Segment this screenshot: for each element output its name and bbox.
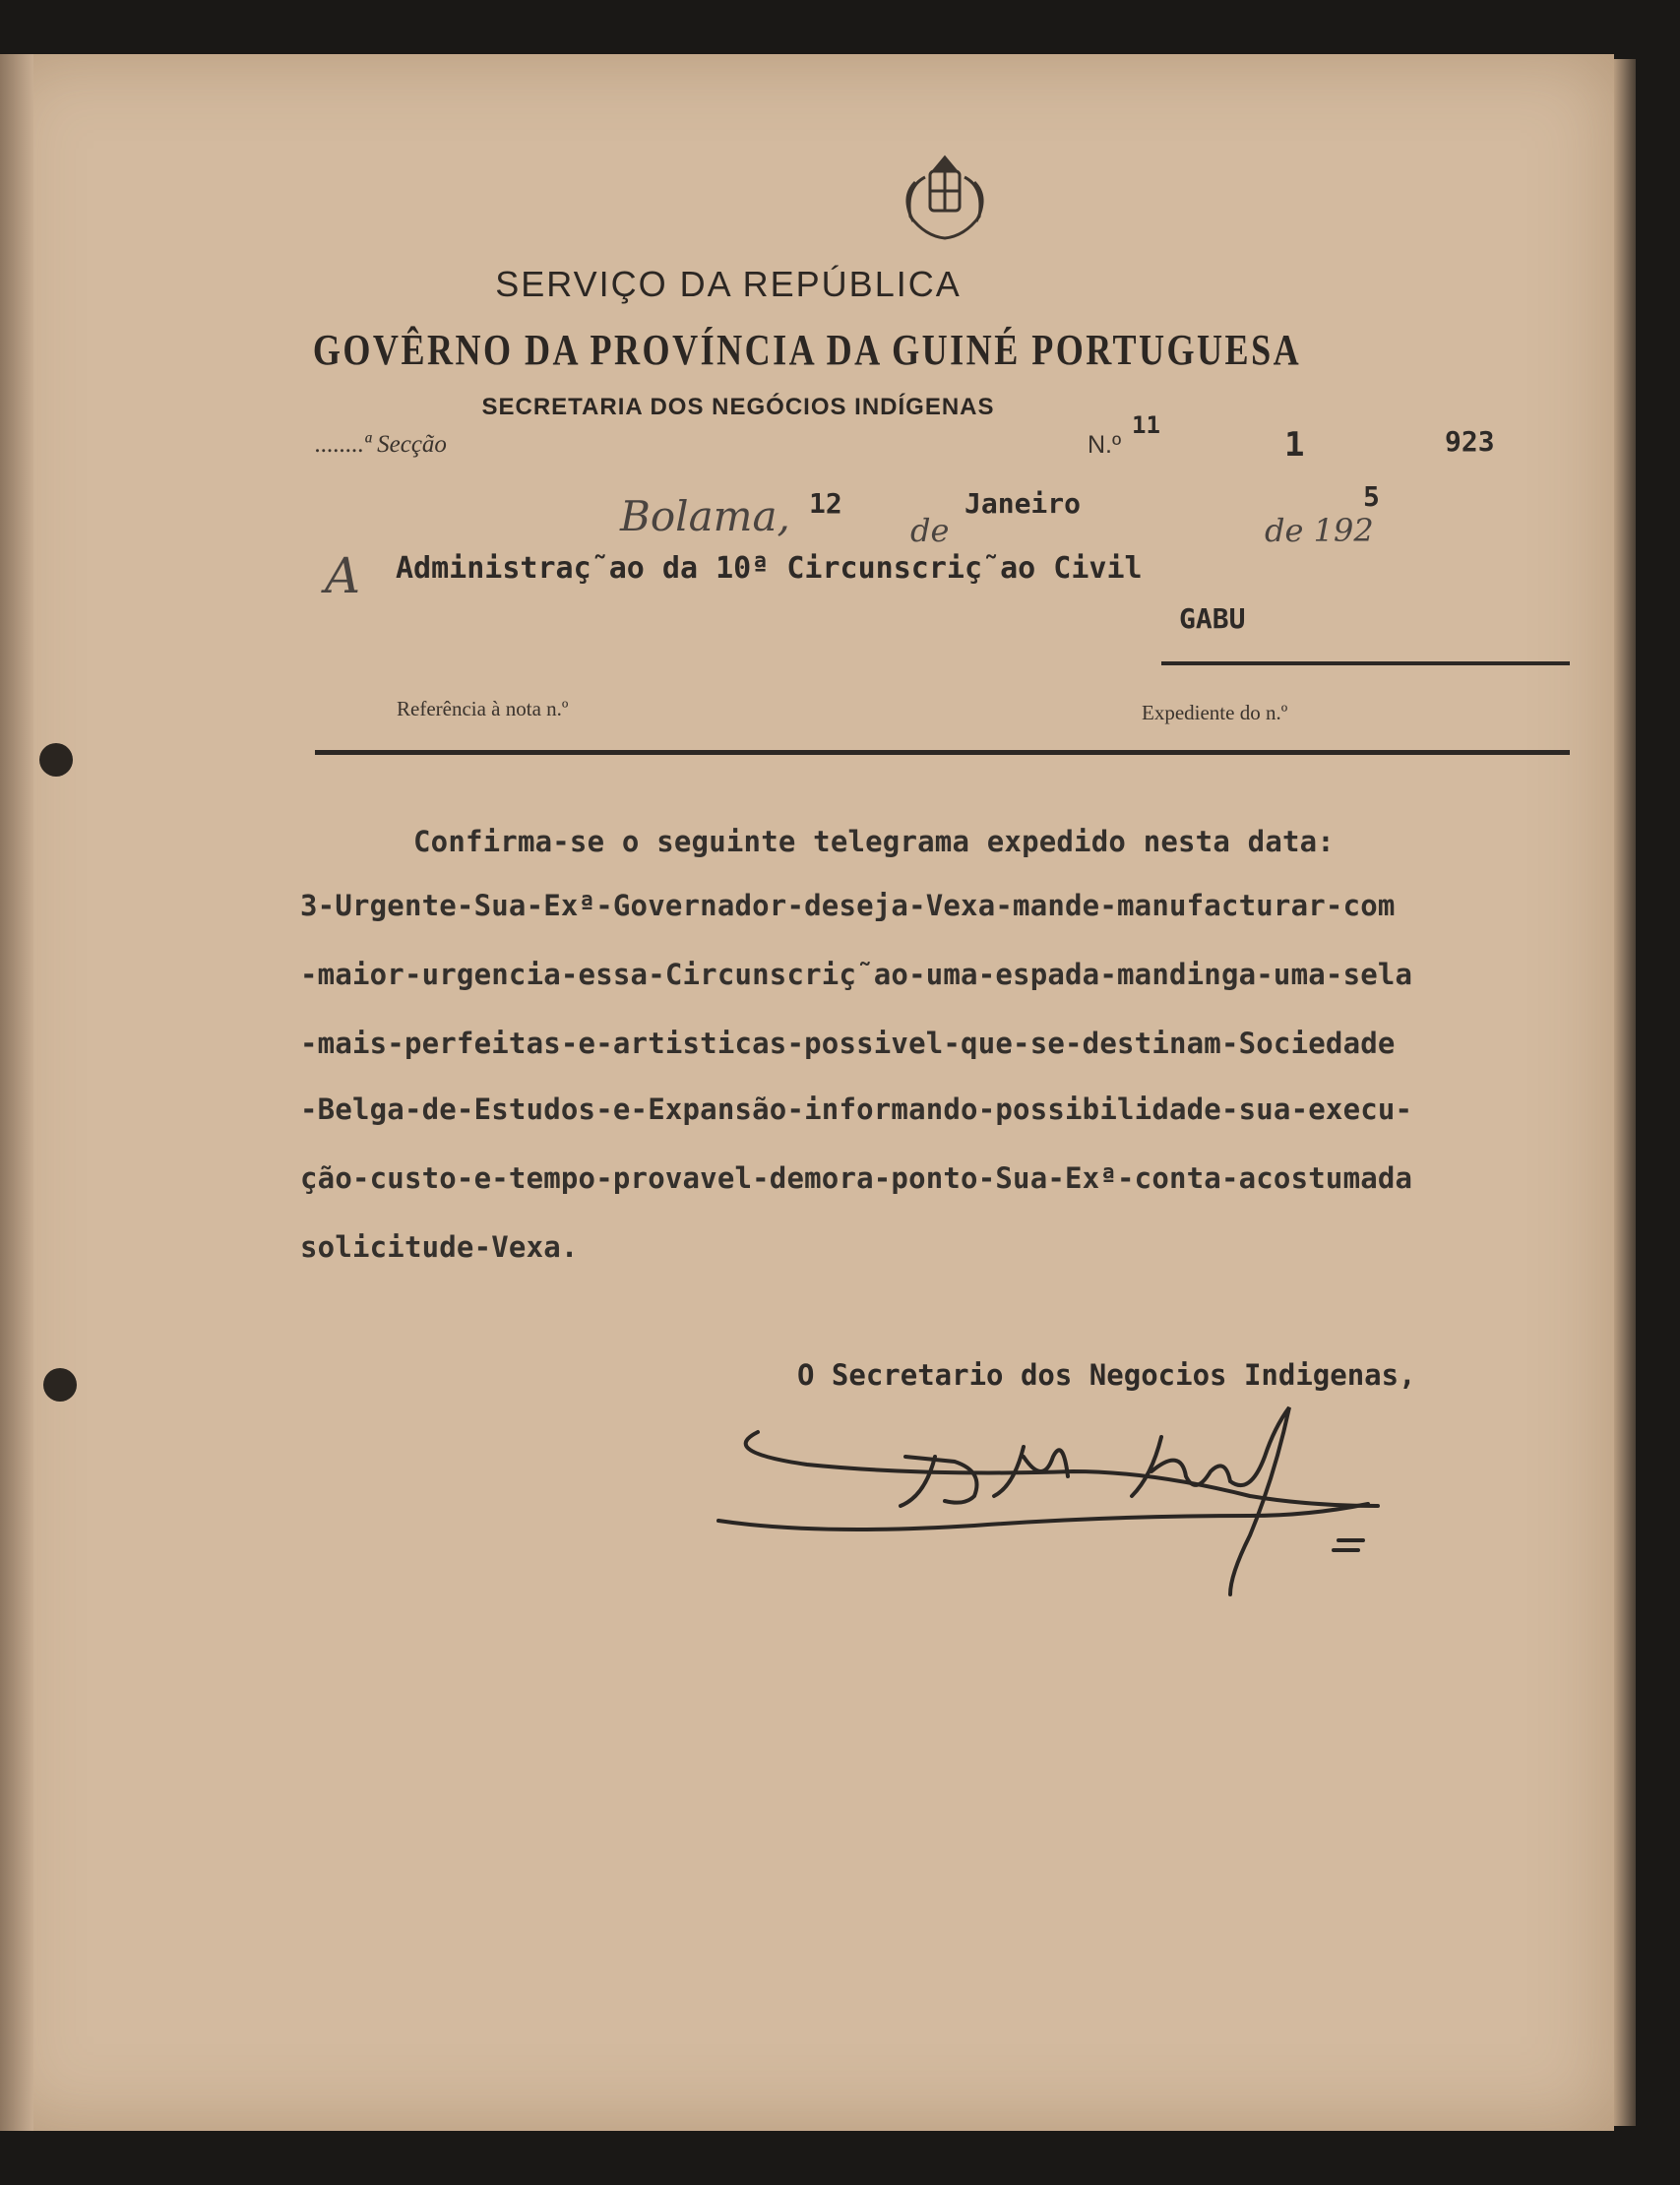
binding-edge	[0, 54, 33, 2131]
body-line: -maior-urgencia-essa-Circunscriç˜ao-uma-espada-mandinga-uma-sela	[300, 958, 1413, 991]
numero-value: 11	[1132, 411, 1160, 439]
body-line: Confirma-se o seguinte telegrama expedido nesta data:	[413, 825, 1335, 858]
punch-hole	[39, 743, 73, 777]
signature	[699, 1378, 1388, 1614]
dia: 12	[809, 487, 842, 520]
recipient-line-1: Administraç˜ao da 10ª Circunscriç˜ao Civil	[396, 551, 1143, 586]
header-line-3: SECRETARIA DOS NEGÓCIOS INDÍGENAS	[481, 394, 995, 420]
recipient-prefix: A	[325, 547, 361, 604]
local-handwritten: Bolama,	[620, 492, 790, 540]
de-1: de	[910, 512, 950, 549]
page-edge	[1614, 59, 1636, 2126]
body-line: 3-Urgente-Sua-Exª-Governador-deseja-Vexa-mande-manufacturar-com	[300, 889, 1396, 922]
expediente-label: Expediente do n.º	[1142, 701, 1288, 724]
header-line-1: SERVIÇO DA REPÚBLICA	[495, 264, 962, 304]
referencia-label: Referência à nota n.º	[397, 697, 569, 720]
coat-of-arms-icon	[886, 148, 1004, 246]
ano-digit: 5	[1363, 480, 1380, 513]
punch-hole	[43, 1368, 77, 1402]
body-line: solicitude-Vexa.	[300, 1230, 579, 1264]
mes: Janeiro	[964, 487, 1082, 520]
numero-label: N.º	[1088, 431, 1122, 459]
closing-title: O Secretario dos Negocios Indigenas,	[797, 1358, 1416, 1392]
numero-extra: 1	[1284, 425, 1305, 465]
recipient-line-2: GABU	[1179, 602, 1246, 635]
divider-short	[1161, 661, 1570, 665]
ano-value: 923	[1445, 425, 1495, 458]
body-line: -mais-perfeitas-e-artisticas-possivel-que-se-destinam-Sociedade	[300, 1027, 1396, 1060]
header-line-2: GOVÊRNO DA PROVÍNCIA DA GUINÉ PORTUGUESA	[312, 326, 1302, 374]
body-line: -Belga-de-Estudos-e-Expansão-informando-possibilidade-sua-execu-	[300, 1092, 1413, 1126]
de-2: de 192	[1265, 512, 1374, 549]
divider-main	[315, 750, 1570, 755]
body-line: ção-custo-e-tempo-provavel-demora-ponto-Sua-Exª-conta-acostumada	[300, 1161, 1413, 1195]
seccao-label: ........ª Secção	[315, 431, 447, 458]
